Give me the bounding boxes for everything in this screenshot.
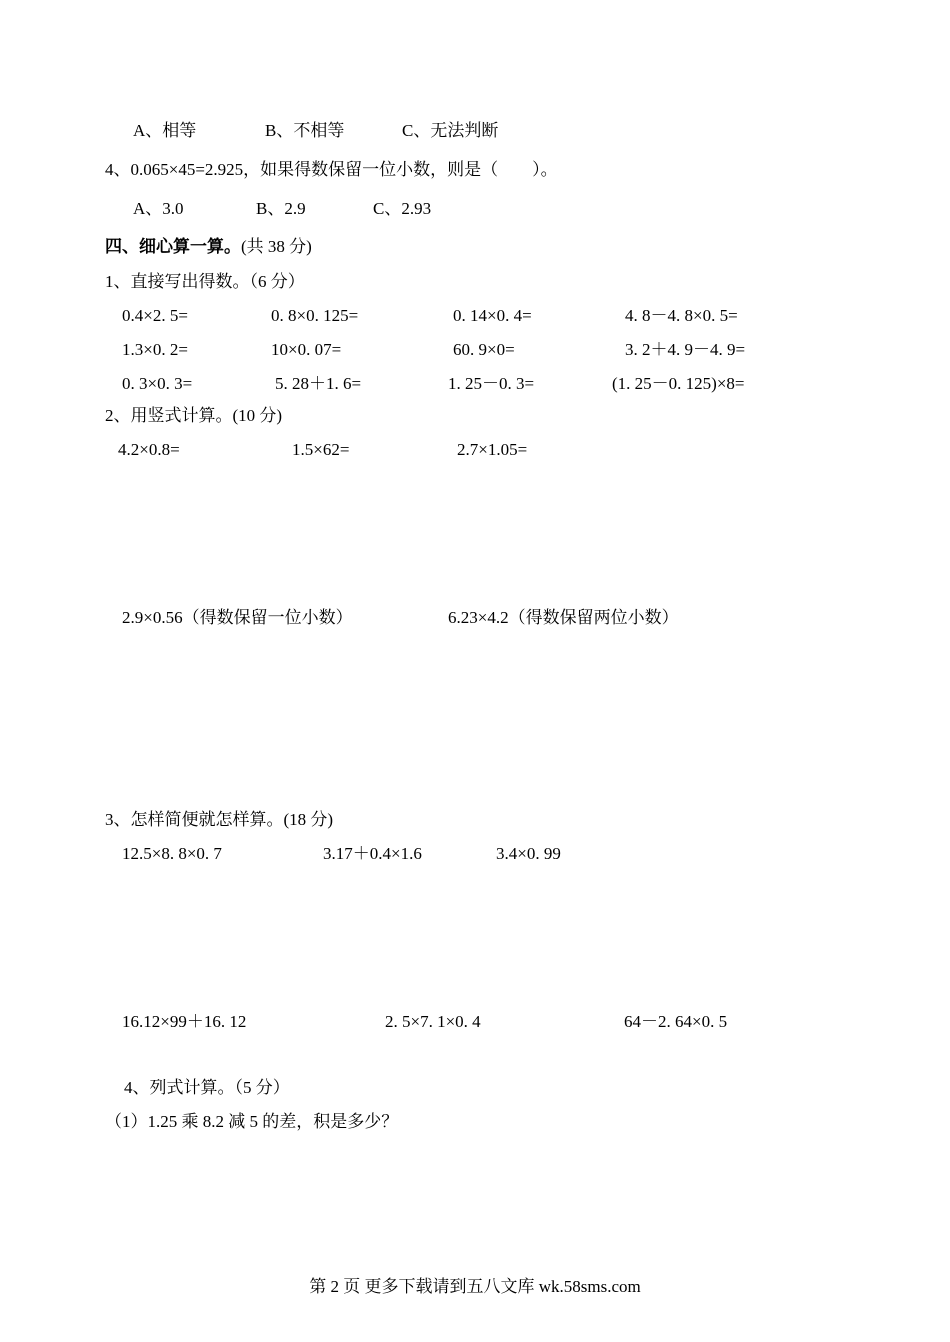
vertical-calc-item: 1.5×62= (292, 440, 350, 459)
section-score: (共 38 分) (241, 237, 312, 256)
option-c: C、无法判断 (402, 121, 499, 140)
calc-item: 60. 9×0= (453, 340, 515, 359)
simplify-item: 2. 5×7. 1×0. 4 (385, 1012, 481, 1031)
calc-item: 4. 8－4. 8×0. 5= (625, 306, 738, 325)
calc-item: 1. 25－0. 3= (448, 374, 535, 393)
simplify-item: 3.4×0. 99 (496, 844, 561, 863)
calc-item: (1. 25－0. 125)×8= (612, 374, 745, 393)
section-heading (105, 236, 312, 258)
calc-item: 0. 14×0. 4= (453, 306, 532, 325)
part3-title: 3、怎样简便就怎样算。(18 分) (105, 810, 334, 829)
section-title: 四、细心算一算。 (105, 237, 241, 256)
vertical-calc-item: 4.2×0.8= (118, 440, 180, 459)
option-b: B、不相等 (265, 121, 345, 140)
calc-item: 1.3×0. 2= (122, 340, 188, 359)
calc-item: 0. 8×0. 125= (271, 306, 359, 325)
vertical-calc-item: 6.23×4.2（得数保留两位小数） (448, 608, 679, 627)
simplify-item: 3.17＋0.4×1.6 (323, 844, 422, 863)
simplify-item: 16.12×99＋16. 12 (122, 1012, 247, 1031)
part1-title: 1、直接写出得数。（6 分） (105, 272, 305, 291)
calc-item: 3. 2＋4. 9－4. 9= (625, 340, 746, 359)
page-footer: 第 2 页 更多下载请到五八文库 wk.58sms.com (309, 1277, 641, 1296)
calc-item: 10×0. 07= (271, 340, 342, 359)
question-4: 4、0.065×45=2.925，如果得数保留一位小数，则是（ ）。 (105, 160, 558, 179)
part4-title: 4、列式计算。（5 分） (124, 1078, 290, 1097)
calc-item: 0.4×2. 5= (122, 306, 188, 325)
vertical-calc-item: 2.7×1.05= (457, 440, 528, 459)
vertical-calc-item: 2.9×0.56（得数保留一位小数） (122, 608, 353, 627)
part2-title: 2、用竖式计算。(10 分) (105, 406, 283, 425)
option-a: A、相等 (133, 121, 197, 140)
q4-option-c: C、2.93 (373, 199, 432, 218)
calc-item: 0. 3×0. 3= (122, 374, 193, 393)
q4-option-b: B、2.9 (256, 199, 306, 218)
simplify-item: 64－2. 64×0. 5 (624, 1012, 728, 1031)
part4-question-1: （1）1.25 乘 8.2 减 5 的差，积是多少？ (105, 1112, 399, 1131)
simplify-item: 12.5×8. 8×0. 7 (122, 844, 222, 863)
calc-item: 5. 28＋1. 6= (275, 374, 362, 393)
q4-option-a: A、3.0 (133, 199, 184, 218)
